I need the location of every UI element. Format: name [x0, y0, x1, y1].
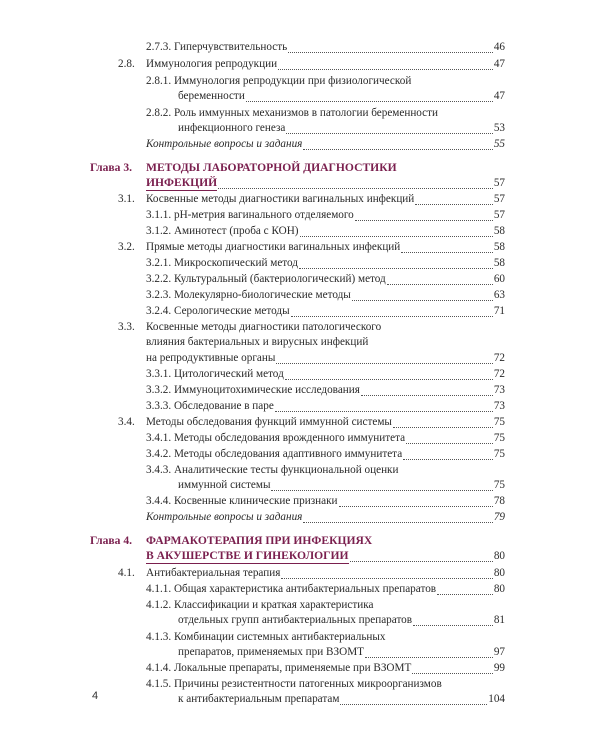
toc-entry [146, 566, 505, 580]
leader-dots [401, 243, 493, 253]
toc-entry-page: 81 [493, 614, 505, 626]
toc-entry-title: Прямые методы диагностики вагинальных инфекций [146, 241, 401, 253]
section-number: 3.1. [118, 193, 135, 205]
toc-entry-page: 75 [493, 432, 505, 444]
toc-entry [146, 510, 505, 524]
toc-entry [146, 240, 505, 254]
toc-entry-page: 53 [493, 122, 505, 134]
toc-entry [178, 692, 505, 706]
section-number: 3.3. [118, 321, 135, 333]
toc-entry [146, 192, 505, 206]
toc-entry [146, 582, 505, 596]
toc-entry-title: 3.2.4. Серологические методы [146, 305, 290, 317]
toc-entry [146, 383, 505, 397]
toc-entry-title: Контрольные вопросы и задания [146, 511, 303, 523]
toc-entry-title: Косвенные методы диагностики вагинальных инфекций [146, 193, 415, 205]
toc-entry-title: Контрольные вопросы и задания [146, 138, 303, 150]
toc-entry [178, 89, 505, 103]
toc-entry [146, 208, 505, 222]
leader-dots [355, 211, 493, 221]
leader-dots [393, 418, 493, 428]
toc-entry-title: 3.4.4. Косвенные клинические признаки [146, 495, 338, 507]
toc-entry [178, 121, 505, 135]
toc-entry-title: на репродуктивные органы [146, 352, 276, 364]
chapter-number: Глава 3. [90, 161, 133, 174]
leader-dots [218, 179, 493, 189]
toc-entry [146, 431, 505, 445]
toc-entry-title: инфекционного генеза [178, 122, 286, 134]
chapter-title: ФАРМАКОТЕРАПИЯ ПРИ ИНФЕКЦИЯХ [146, 534, 373, 547]
toc-entry-page: 58 [493, 225, 505, 237]
leader-dots [286, 124, 492, 134]
leader-dots [415, 195, 493, 205]
leader-dots [403, 450, 493, 460]
toc-entry [146, 57, 505, 71]
toc-entry-title: 3.4.1. Методы обследования врожденного иммунитета [146, 432, 406, 444]
toc-entry [178, 645, 505, 659]
leader-dots [352, 291, 493, 301]
toc-entry-page: 79 [493, 511, 505, 523]
toc-entry [146, 415, 505, 429]
toc-entry-title: 4.1.2. Классификации и краткая характеристика [146, 599, 374, 611]
toc-entry [146, 447, 505, 461]
toc-entry [146, 661, 505, 675]
leader-dots [299, 259, 493, 269]
toc-entry-page: 73 [493, 400, 505, 412]
toc-entry-title: 4.1.1. Общая характеристика антибактериальных препаратов [146, 583, 437, 595]
toc-entry-page: 72 [493, 368, 505, 380]
leader-dots [285, 370, 493, 380]
toc-entry-title: 3.3.1. Цитологический метод [146, 368, 284, 380]
leader-dots [387, 275, 493, 285]
section-number: 2.8. [118, 58, 135, 70]
toc-entry-title: Иммунология репродукции [146, 58, 278, 70]
toc-entry [146, 399, 505, 413]
section-number: 4.1. [118, 567, 135, 579]
leader-dots [303, 513, 492, 523]
toc-entry-title: Косвенные методы диагностики патологического [146, 321, 382, 333]
leader-dots [271, 481, 492, 491]
toc-entry-page: 80 [493, 550, 505, 562]
toc-entry [146, 256, 505, 270]
leader-dots [340, 695, 487, 705]
toc-entry [146, 304, 505, 318]
toc-entry-page: 57 [493, 209, 505, 221]
section-number: 3.4. [118, 416, 135, 428]
toc-entry-page: 75 [493, 479, 505, 491]
leader-dots [350, 552, 493, 562]
toc-entry-page: 46 [493, 41, 505, 53]
toc-entry [146, 288, 505, 302]
toc-entry-title: Антибактериальная терапия [146, 567, 281, 579]
toc-entry [178, 613, 505, 627]
toc-entry-title: 3.2.2. Культуральный (бактериологический) метод [146, 273, 386, 285]
leader-dots [281, 569, 492, 579]
toc-entry-title: Методы обследования функций иммунной системы [146, 416, 392, 428]
chapter-title: В АКУШЕРСТВЕ И ГИНЕКОЛОГИИ [146, 549, 349, 562]
toc-entry-title: 3.1.2. Аминотест (проба с КОН) [146, 225, 299, 237]
toc-entry [146, 176, 505, 190]
toc-entry-title: 2.7.3. Гиперчувствительность [146, 41, 288, 53]
toc-entry-title: к антибактериальным препаратам [178, 693, 340, 705]
toc-entry-title: 3.1.1. pH-метрия вагинального отделяемого [146, 209, 354, 221]
toc-entry-page: 97 [493, 646, 505, 658]
toc-entry-page: 80 [493, 567, 505, 579]
toc-entry [178, 478, 505, 492]
toc-entry-title: 2.8.2. Роль иммунных механизмов в патологии беременности [146, 107, 439, 119]
toc-entry-page: 75 [493, 448, 505, 460]
toc-entry [146, 272, 505, 286]
chapter-title: ИНФЕКЦИЙ [146, 176, 218, 189]
toc-entry-title: 3.4.2. Методы обследования адаптивного иммунитета [146, 448, 403, 460]
toc-entry [146, 494, 505, 508]
leader-dots [339, 497, 493, 507]
toc-entry-page: 58 [493, 241, 505, 253]
toc-entry-title: 3.4.3. Аналитические тесты функциональной оценки [146, 464, 399, 476]
toc-entry-page: 57 [493, 177, 505, 189]
leader-dots [288, 43, 493, 53]
toc-entry-page: 75 [493, 416, 505, 428]
leader-dots [291, 307, 493, 317]
toc-entry-title: 3.3.3. Обследование в паре [146, 400, 274, 412]
leader-dots [413, 616, 493, 626]
leader-dots [412, 664, 493, 674]
toc-entry-page: 55 [493, 138, 505, 150]
leader-dots [437, 585, 493, 595]
toc-entry-page: 71 [493, 305, 505, 317]
toc-entry-title: 3.3.2. Иммуноцитохимические исследования [146, 384, 360, 396]
leader-dots [300, 227, 493, 237]
toc-entry-title: 4.1.3. Комбинации системных антибактериальных [146, 631, 386, 643]
leader-dots [303, 140, 492, 150]
toc-entry [146, 224, 505, 238]
toc-entry-page: 57 [493, 193, 505, 205]
toc-entry-page: 104 [488, 693, 505, 705]
chapter-number: Глава 4. [90, 534, 133, 547]
toc-entry-title: 3.2.1. Микроскопический метод [146, 257, 298, 269]
toc-entry-page: 99 [493, 662, 505, 674]
toc-entry-page: 47 [493, 58, 505, 70]
toc-entry-title: 4.1.4. Локальные препараты, применяемые при ВЗОМТ [146, 662, 412, 674]
toc-entry-page: 60 [493, 273, 505, 285]
toc-entry-title: иммунной системы [178, 479, 271, 491]
toc-entry [146, 367, 505, 381]
leader-dots [275, 402, 493, 412]
leader-dots [406, 434, 493, 444]
section-number: 3.2. [118, 241, 135, 253]
toc-entry-page: 72 [493, 352, 505, 364]
toc-entry-page: 63 [493, 289, 505, 301]
leader-dots [365, 648, 493, 658]
toc-entry [146, 549, 505, 563]
leader-dots [278, 60, 493, 70]
toc-entry-title: отдельных групп антибактериальных препаратов [178, 614, 413, 626]
toc-entry-title: беременности [178, 90, 245, 102]
toc-entry-title: влияния бактериальных и вирусных инфекций [146, 336, 369, 348]
toc-entry-page: 58 [493, 257, 505, 269]
toc-entry-title: препаратов, применяемых при ВЗОМТ [178, 646, 364, 658]
toc-entry-page: 73 [493, 384, 505, 396]
toc-entry-title: 4.1.5. Причины резистентности патогенных микроорганизмов [146, 678, 442, 690]
leader-dots [361, 386, 493, 396]
toc-entry-title: 2.8.1. Иммунология репродукции при физиологической [146, 75, 412, 87]
toc-entry-page: 78 [493, 495, 505, 507]
leader-dots [246, 92, 493, 102]
toc-entry [146, 137, 505, 151]
toc-entry [146, 351, 505, 365]
chapter-title: МЕТОДЫ ЛАБОРАТОРНОЙ ДИАГНОСТИКИ [146, 161, 397, 174]
toc-entry-page: 47 [493, 90, 505, 102]
toc-entry-page: 80 [493, 583, 505, 595]
toc-entry-title: 3.2.3. Молекулярно-биологические методы [146, 289, 351, 301]
leader-dots [276, 354, 492, 364]
page-number: 4 [92, 690, 99, 702]
toc-entry [146, 40, 505, 54]
